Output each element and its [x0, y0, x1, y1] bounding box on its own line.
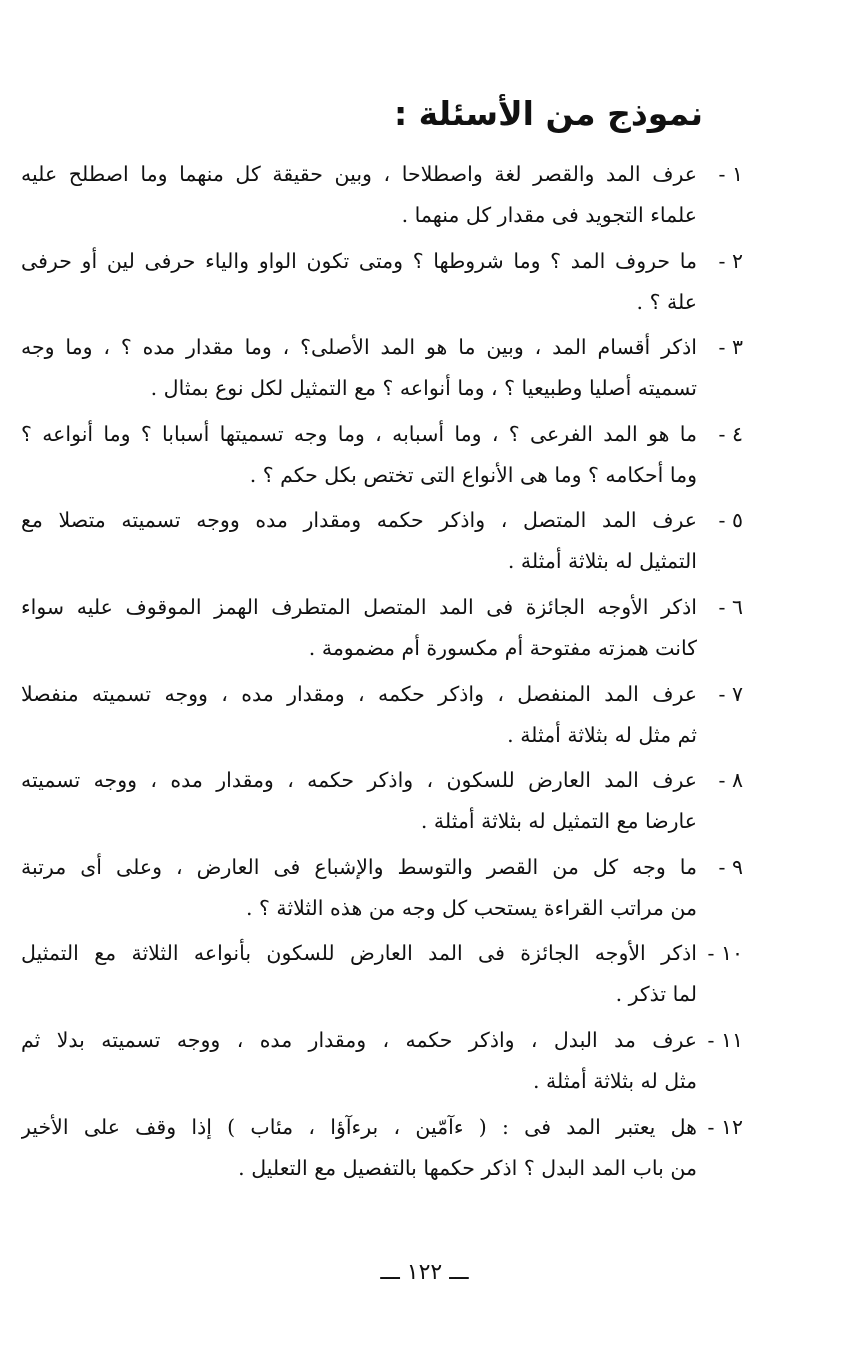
- question-line: ثم مثل له بثلاثة أمثلة .: [507, 722, 697, 747]
- question-line: عرف المد المتصل ، واذكر حكمه ومقدار مده ووجه تسميته متصلا مع: [21, 508, 697, 533]
- question-item: [21, 587, 743, 674]
- question-text: [21, 847, 697, 929]
- question-line: اذكر الأوجه الجائزة فى المد المتصل المتطرف الهمز الموقوف عليه سواء: [21, 594, 697, 619]
- questions-list: [21, 154, 743, 1193]
- question-text: [21, 933, 697, 1015]
- question-line: اذكر الأوجه الجائزة فى المد العارض للسكون بأنواعه الثلاثة مع التمثيل: [21, 941, 697, 966]
- question-item: [21, 1020, 743, 1107]
- question-item: [21, 154, 743, 241]
- question-item: [21, 241, 743, 328]
- question-item: [21, 760, 743, 847]
- question-line: من مراتب القراءة يستحب كل وجه من هذه الثلاثة ؟ .: [245, 895, 697, 920]
- question-line: علماء التجويد فى مقدار كل منهما .: [401, 203, 697, 227]
- question-line: اذكر أقسام المد ، وبين ما هو المد الأصلى؟ ، وما مقدار مده ؟ ، وما وجه: [21, 335, 697, 360]
- question-number: ١٠ -: [707, 941, 743, 966]
- question-text: [21, 1020, 697, 1102]
- question-line: عارضا مع التمثيل له بثلاثة أمثلة .: [420, 809, 697, 834]
- question-item: [21, 414, 743, 501]
- question-line: ما حروف المد ؟ وما شروطها ؟ ومتى تكون الواو والياء حرفى لين أو حرفى: [21, 248, 697, 273]
- question-line: وما أحكامه ؟ وما هى الأنواع التى تختص بكل حكم ؟ .: [249, 462, 697, 487]
- question-line: كانت همزته مفتوحة أم مكسورة أم مضمومة .: [308, 635, 697, 660]
- question-line: ما وجه كل من القصر والتوسط والإشباع فى العارض ، وعلى أى مرتبة: [21, 854, 697, 879]
- question-number: ١١ -: [707, 1027, 743, 1052]
- question-line: مثل له بثلاثة أمثلة .: [533, 1068, 697, 1093]
- page-title: نموذج من الأسئلة :: [393, 94, 703, 133]
- question-line: تسميته أصليا وطبيعيا ؟ ، وما أنواعه ؟ مع التمثيل لكل نوع بمثال .: [150, 376, 697, 401]
- question-line: هل يعتبر المد فى : ( ءآمّين ، برءآؤا ، مئاب ) إذا وقف على الأخير: [21, 1114, 697, 1139]
- question-text: [21, 327, 697, 409]
- question-text: [21, 1107, 697, 1189]
- question-line: لما تذكر .: [615, 982, 697, 1007]
- question-item: [21, 847, 743, 934]
- question-item: [21, 500, 743, 587]
- question-number: ١٢ -: [707, 1114, 743, 1139]
- question-line: عرف مد البدل ، واذكر حكمه ، ومقدار مده ، ووجه تسميته بدلا ثم: [21, 1027, 697, 1052]
- question-number: ٣ -: [718, 335, 743, 360]
- page-number: ـــ ١٢٢ ـــ: [380, 1260, 469, 1285]
- question-item: [21, 327, 743, 414]
- question-number: ٥ -: [718, 508, 743, 533]
- question-line: التمثيل له بثلاثة أمثلة .: [507, 549, 697, 574]
- question-number: ٢ -: [718, 248, 743, 273]
- question-number: ٨ -: [718, 768, 743, 793]
- question-text: [21, 414, 697, 496]
- question-item: [21, 933, 743, 1020]
- question-number: ١ -: [718, 162, 743, 186]
- question-line: ما هو المد الفرعى ؟ ، وما أسبابه ، وما وجه تسميتها أسبابا ؟ وما أنواعه ؟: [21, 421, 697, 446]
- question-number: ٦ -: [718, 594, 743, 619]
- question-line: علة ؟ .: [636, 289, 697, 314]
- question-text: [21, 500, 697, 582]
- question-item: [21, 674, 743, 761]
- question-number: ٧ -: [718, 681, 743, 706]
- question-number: ٤ -: [718, 421, 743, 446]
- question-item: [21, 1107, 743, 1194]
- question-line: عرف المد العارض للسكون ، واذكر حكمه ، ومقدار مده ، ووجه تسميته: [21, 768, 697, 793]
- question-text: [21, 674, 697, 756]
- question-number: ٩ -: [718, 854, 743, 879]
- question-text: [21, 154, 697, 236]
- question-text: [21, 760, 697, 842]
- question-line: من باب المد البدل ؟ اذكر حكمها بالتفصيل مع التعليل .: [238, 1155, 697, 1180]
- question-line: عرف المد المنفصل ، واذكر حكمه ، ومقدار مده ، ووجه تسميته منفصلا: [21, 681, 697, 706]
- question-text: [21, 241, 697, 323]
- question-line: عرف المد والقصر لغة واصطلاحا ، وبين حقيقة كل منهما وما اصطلح عليه: [21, 162, 697, 186]
- question-text: [21, 587, 697, 669]
